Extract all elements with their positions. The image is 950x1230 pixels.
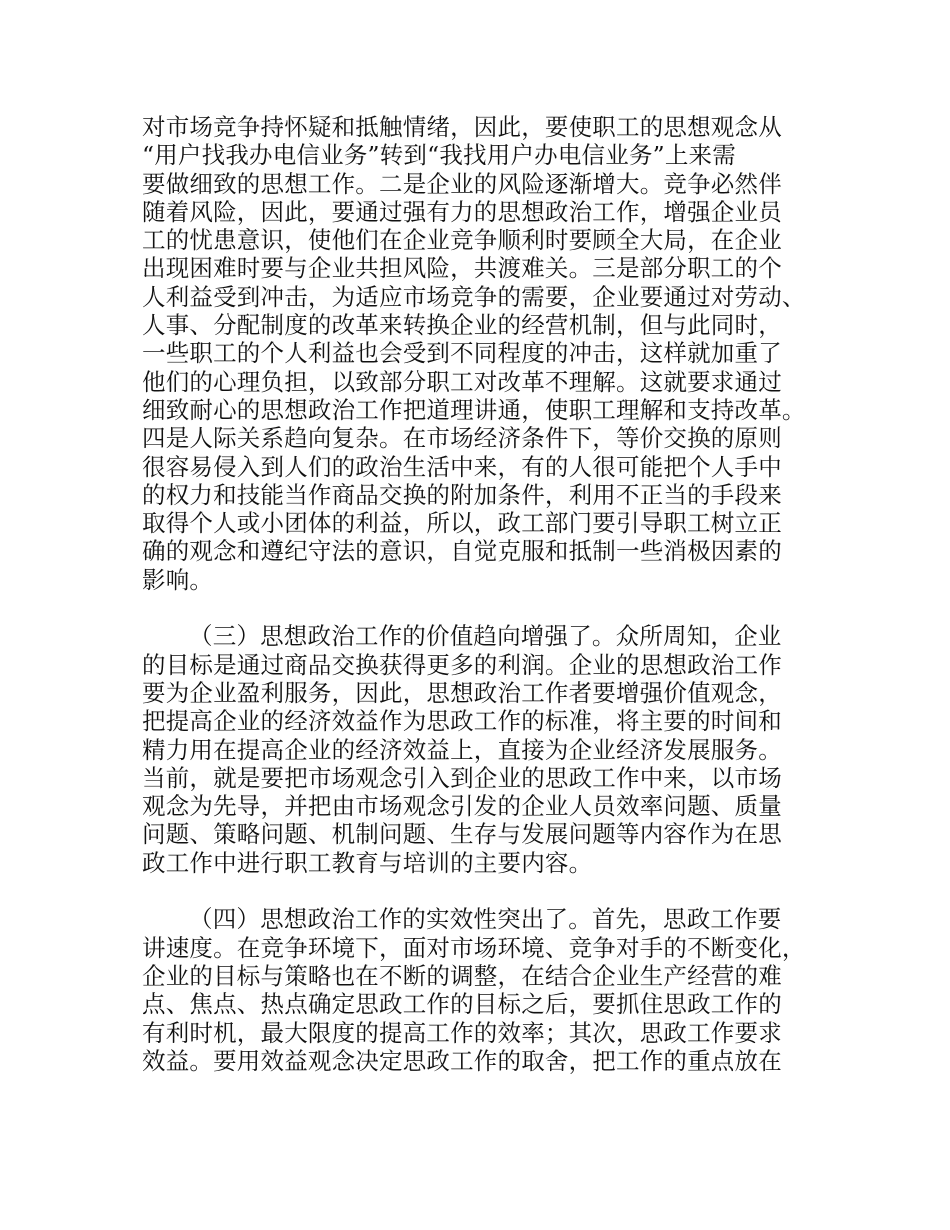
text-line: “用户找我办电信业务”转到“我找用户办电信业务”上来需 (142, 141, 736, 170)
paragraph-gap (142, 594, 822, 622)
text-line: 点、焦点、热点确定思政工作的目标之后，要抓住思政工作的 (142, 990, 782, 1019)
text-line: 有利时机，最大限度的提高工作的效率；其次，思政工作要求 (142, 1018, 782, 1047)
text-line: 要为企业盈利服务，因此，思想政治工作者要增强价值观念， (142, 678, 782, 707)
document-page (142, 113, 822, 1075)
text-line-indented: （三）思想政治工作的价值趋向增强了。众所周知，企业 (189, 622, 782, 651)
text-line: 细致耐心的思想政治工作把道理讲通，使职工理解和支持改革。 (142, 395, 806, 424)
text-line-indented: （四）思想政治工作的实效性突出了。首先，思政工作要 (189, 905, 782, 934)
paragraph-section-four (142, 905, 822, 1075)
paragraph-continuation (142, 113, 822, 594)
text-line: 精力用在提高企业的经济效益上，直接为企业经济发展服务。 (142, 735, 782, 764)
text-line: 的权力和技能当作商品交换的附加条件，利用不正当的手段来 (142, 480, 782, 509)
text-line: 影响。 (142, 565, 214, 594)
text-line: 一些职工的个人利益也会受到不同程度的冲击，这样就加重了 (142, 339, 782, 368)
text-line: 观念为先导，并把由市场观念引发的企业人员效率问题、质量 (142, 792, 782, 821)
text-line: 随着风险，因此，要通过强有力的思想政治工作，增强企业员 (142, 197, 782, 226)
text-line: 政工作中进行职工教育与培训的主要内容。 (142, 848, 593, 877)
text-line: 效益。要用效益观念决定思政工作的取舍，把工作的重点放在 (142, 1046, 782, 1075)
text-line: 对市场竞争持怀疑和抵触情绪，因此，要使职工的思想观念从 (142, 113, 782, 141)
text-line: 出现困难时要与企业共担风险，共渡难关。三是部分职工的个 (142, 254, 782, 283)
text-line: 确的观念和遵纪守法的意识，自觉克服和抵制一些消极因素的 (142, 537, 782, 566)
text-line: 要做细致的思想工作。二是企业的风险逐渐增大。竞争必然伴 (142, 169, 782, 198)
paragraph-section-three (142, 622, 822, 877)
text-line: 问题、策略问题、机制问题、生存与发展问题等内容作为在思 (142, 820, 782, 849)
text-line: 当前，就是要把市场观念引入到企业的思政工作中来，以市场 (142, 763, 782, 792)
text-line: 四是人际关系趋向复杂。在市场经济条件下，等价交换的原则 (142, 424, 782, 453)
text-line: 人事、分配制度的改革来转换企业的经营机制，但与此同时， (142, 311, 782, 340)
text-line: 很容易侵入到人们的政治生活中来，有的人很可能把个人手中 (142, 452, 782, 481)
text-line: 取得个人或小团体的利益，所以，政工部门要引导职工树立正 (142, 509, 782, 538)
text-line: 企业的目标与策略也在不断的调整，在结合企业生产经营的难 (142, 961, 782, 990)
text-line: 把提高企业的经济效益作为思政工作的标准，将主要的时间和 (142, 707, 782, 736)
text-line: 他们的心理负担，以致部分职工对改革不理解。这就要求通过 (142, 367, 782, 396)
paragraph-gap (142, 877, 822, 905)
text-line: 的目标是通过商品交换获得更多的利润。企业的思想政治工作 (142, 650, 782, 679)
text-line: 讲速度。在竞争环境下，面对市场环境、竞争对手的不断变化， (142, 933, 806, 962)
text-line: 人利益受到冲击，为适应市场竞争的需要，企业要通过对劳动、 (142, 282, 806, 311)
text-line: 工的忧患意识，使他们在企业竞争顺利时要顾全大局，在企业 (142, 226, 782, 255)
